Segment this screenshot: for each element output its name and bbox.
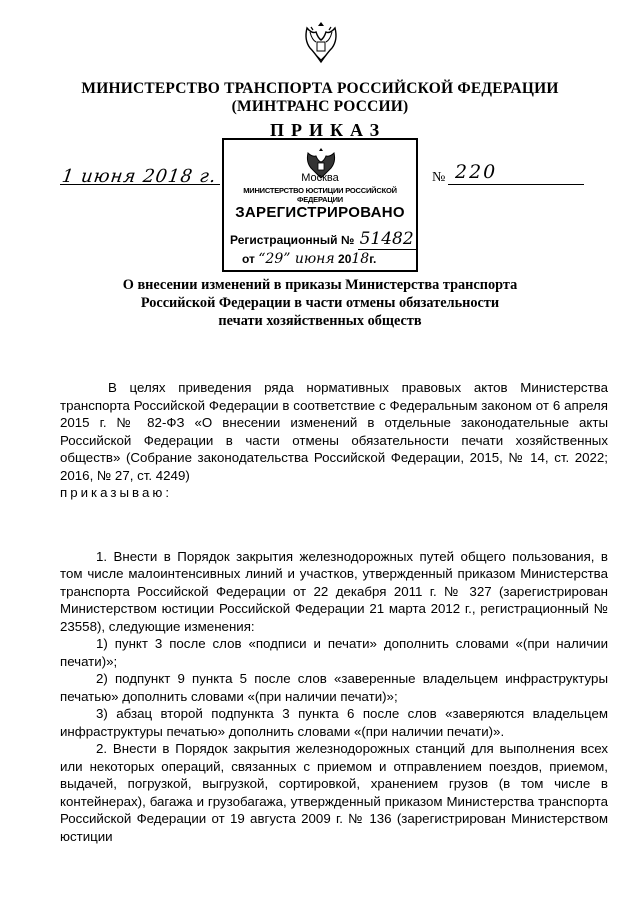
item-1-subitem-3: 3) абзац второй подпункта 3 пункта 6 после слов «заверяются владельцем инфраструктуры печатью» дополнить словами «(при наличии печати)». bbox=[60, 706, 608, 739]
title-line: печати хозяйственных обществ bbox=[218, 313, 422, 329]
item-1-paragraph: 1. Внести в Порядок закрытия железнодорожных путей общего пользования, в том числе малоинтенсивных линий и участков, утвержденный приказом Министерства транспорта Российской Федерации от 22 декабря 2011 г. № 327 (зарегистрирован Министерством юстиции Российской Федерации 21 марта 2012 г., регистрационный № 23558), следующие изменения: bbox=[60, 548, 608, 634]
item-1-subitem-2: 2) подпункт 9 пункта 5 после слов «заверенные владельцем инфраструктуры печатью» дополнить словами «(при наличии печати)»; bbox=[60, 671, 608, 704]
stamp-reg-number-row bbox=[230, 229, 416, 249]
stamp-city: Москва bbox=[301, 172, 339, 184]
preamble-paragraph: В целях приведения ряда нормативных правовых актов Министерства транспорта Российской Федерации в соответствие с Федеральным законом от 6 апреля 2015 г. № 82-ФЗ «О внесении изменений в отдельные законодательные акты Российской Федерации в части отмены обязательности печати хозяйственных обществ» (Собрание законодательства Российской Федерации, 2015, № 14, ст. 2022; 2016, № 27, ст. 4249) bbox=[60, 380, 608, 483]
item-2-paragraph: 2. Внести в Порядок закрытия железнодорожных станций для выполнения всех или некоторых операций, связанных с приемом и отправлением поездов, приемом, выдачей, погрузкой, выгрузкой, сортировкой, хранением грузов (в том числе в контейнерах), багажа и грузобагажа, утвержденный приказом Министерства транспорта Российской Федерации от 19 августа 2009 г. № 136 (зарегистрирован Министерством юстиции bbox=[60, 741, 608, 844]
stamp-year-prefix: 20 bbox=[338, 252, 352, 266]
ministry-name: МИНИСТЕРСТВО ТРАНСПОРТА РОССИЙСКОЙ ФЕДЕРАЦИИ bbox=[81, 80, 559, 97]
title-line: Российской Федерации в части отмены обязательности bbox=[140, 295, 500, 311]
double-headed-eagle-emblem-icon bbox=[302, 18, 340, 66]
stamp-registered: ЗАРЕГИСТРИРОВАНО bbox=[235, 204, 405, 221]
order-word: приказываю: bbox=[60, 485, 173, 500]
order-title bbox=[0, 276, 640, 330]
ministry-short-name: (МИНТРАНС РОССИИ) bbox=[231, 98, 409, 115]
stamp-date: “29” июня bbox=[258, 251, 335, 267]
stamp-date-prefix: от bbox=[242, 252, 255, 266]
order-number-label: № bbox=[432, 170, 446, 185]
order-body bbox=[60, 379, 608, 845]
date-underline bbox=[60, 184, 220, 185]
stamp-ministry: МИНИСТЕРСТВО ЮСТИЦИИ РОССИЙСКОЙ ФЕДЕРАЦИИ bbox=[243, 186, 397, 204]
order-date: 1 июня 2018 г. bbox=[60, 166, 218, 187]
stamp-reg-label: Регистрационный № bbox=[230, 233, 355, 247]
stamp-year: 18 bbox=[351, 251, 370, 267]
title-line: О внесении изменений в приказы Министерства транспорта bbox=[122, 277, 518, 293]
item-1-subitem-1: 1) пункт 3 после слов «подписи и печати» дополнить словами «(при наличии печати)»; bbox=[60, 636, 608, 669]
document-type-heading: ПРИКАЗ bbox=[270, 120, 387, 140]
stamp-reg-number: 51482 bbox=[359, 229, 414, 249]
order-number: 220 bbox=[455, 161, 498, 183]
stamp-date-row bbox=[242, 251, 376, 267]
stamp-year-suffix: г. bbox=[369, 252, 377, 266]
number-underline bbox=[448, 184, 584, 185]
registration-stamp bbox=[222, 138, 418, 272]
